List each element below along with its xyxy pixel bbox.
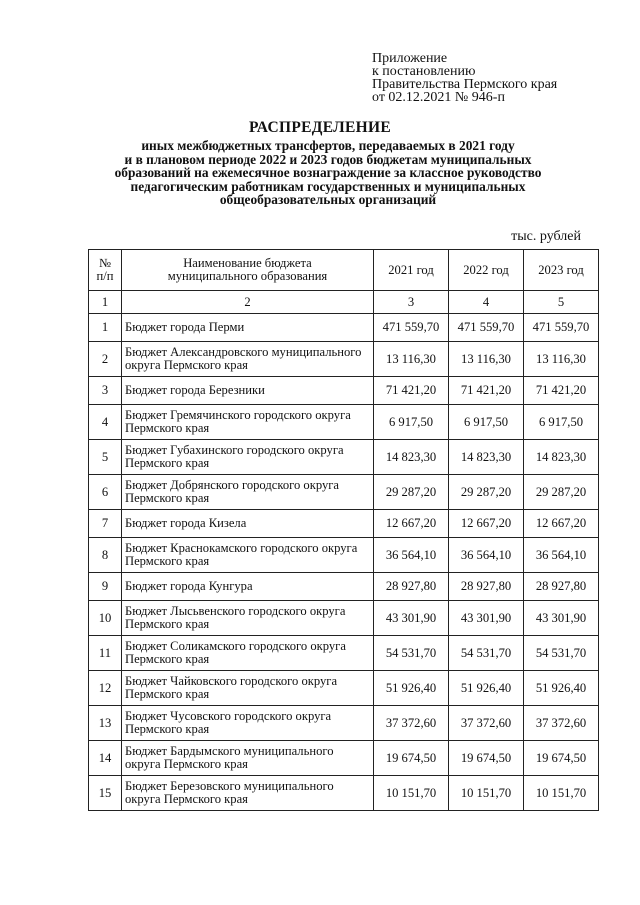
budget-name: Бюджет Гремячинского городского округа Пермского края: [122, 405, 374, 440]
table-row: [89, 342, 599, 377]
value-2021: 14 823,30: [374, 440, 449, 475]
column-index: 2: [122, 291, 374, 314]
row-number: 8: [89, 538, 122, 573]
value-2023: 471 559,70: [524, 314, 599, 342]
value-2023: 13 116,30: [524, 342, 599, 377]
value-2021: 6 917,50: [374, 405, 449, 440]
table-row: [89, 440, 599, 475]
budget-name: Бюджет города Кунгура: [122, 573, 374, 601]
header-name: [122, 250, 374, 291]
table-row: [89, 510, 599, 538]
value-2021: 10 151,70: [374, 776, 449, 811]
value-2021: 28 927,80: [374, 573, 449, 601]
value-2022: 71 421,20: [449, 377, 524, 405]
value-2022: 6 917,50: [449, 405, 524, 440]
appendix-line: от 02.12.2021 № 946-п: [372, 90, 505, 105]
value-2023: 6 917,50: [524, 405, 599, 440]
value-2021: 71 421,20: [374, 377, 449, 405]
budget-name: Бюджет Лысьвенского городского округа Пермского края: [122, 601, 374, 636]
appendix-line: Правительства Пермского края: [372, 77, 558, 92]
value-2022: 29 287,20: [449, 475, 524, 510]
row-number: 4: [89, 405, 122, 440]
value-2022: 12 667,20: [449, 510, 524, 538]
value-2021: 13 116,30: [374, 342, 449, 377]
header-number-line: п/п: [96, 269, 114, 283]
budget-name: Бюджет Березовского муниципального округа Пермского края: [122, 776, 374, 811]
row-number: 3: [89, 377, 122, 405]
subtitle-line: иных межбюджетных трансфертов, передаваемых в 2021 году: [141, 138, 515, 153]
value-2023: 43 301,90: [524, 601, 599, 636]
header-2022: 2022 год: [449, 250, 524, 291]
table-row: [89, 776, 599, 811]
value-2022: 14 823,30: [449, 440, 524, 475]
table-row: [89, 573, 599, 601]
table-row: [89, 538, 599, 573]
value-2022: 37 372,60: [449, 706, 524, 741]
budget-name: Бюджет города Березники: [122, 377, 374, 405]
value-2022: 54 531,70: [449, 636, 524, 671]
units-label: тыс. рублей: [511, 229, 581, 244]
budget-name: Бюджет Бардымского муниципального округа Пермского края: [122, 741, 374, 776]
value-2023: 10 151,70: [524, 776, 599, 811]
table-row: [89, 636, 599, 671]
budget-name: Бюджет Чусовского городского округа Пермского края: [122, 706, 374, 741]
table-row: [89, 405, 599, 440]
table-row: [89, 706, 599, 741]
value-2022: 28 927,80: [449, 573, 524, 601]
table-row: [89, 671, 599, 706]
column-index: 4: [449, 291, 524, 314]
value-2023: 51 926,40: [524, 671, 599, 706]
row-number: 1: [89, 314, 122, 342]
subtitle-line: общеобразовательных организаций: [219, 192, 437, 207]
row-number: 9: [89, 573, 122, 601]
value-2023: 14 823,30: [524, 440, 599, 475]
budget-name: Бюджет города Перми: [122, 314, 374, 342]
row-number: 5: [89, 440, 122, 475]
header-number: [89, 250, 122, 291]
appendix-line: Приложение: [372, 51, 448, 66]
row-number: 11: [89, 636, 122, 671]
value-2021: 43 301,90: [374, 601, 449, 636]
value-2021: 37 372,60: [374, 706, 449, 741]
budget-name: Бюджет Добрянского городского округа Пермского края: [122, 475, 374, 510]
value-2021: 51 926,40: [374, 671, 449, 706]
value-2021: 29 287,20: [374, 475, 449, 510]
appendix-line: к постановлению: [372, 64, 476, 79]
row-number: 15: [89, 776, 122, 811]
row-number: 10: [89, 601, 122, 636]
budget-name: Бюджет города Кизела: [122, 510, 374, 538]
value-2023: 19 674,50: [524, 741, 599, 776]
row-number: 7: [89, 510, 122, 538]
value-2022: 471 559,70: [449, 314, 524, 342]
document-subtitle: [78, 139, 578, 207]
value-2021: 36 564,10: [374, 538, 449, 573]
row-number: 2: [89, 342, 122, 377]
value-2022: 51 926,40: [449, 671, 524, 706]
header-name-line: Наименование бюджета: [183, 256, 312, 270]
value-2022: 43 301,90: [449, 601, 524, 636]
budget-name: Бюджет Александровского муниципального округа Пермского края: [122, 342, 374, 377]
row-number: 12: [89, 671, 122, 706]
distribution-table: [88, 249, 599, 811]
value-2022: 19 674,50: [449, 741, 524, 776]
value-2021: 54 531,70: [374, 636, 449, 671]
subtitle-line: образований на ежемесячное вознаграждение за классное руководство: [114, 165, 542, 180]
value-2021: 471 559,70: [374, 314, 449, 342]
value-2023: 29 287,20: [524, 475, 599, 510]
header-2021: 2021 год: [374, 250, 449, 291]
value-2021: 19 674,50: [374, 741, 449, 776]
value-2023: 28 927,80: [524, 573, 599, 601]
value-2023: 37 372,60: [524, 706, 599, 741]
row-number: 14: [89, 741, 122, 776]
budget-name: Бюджет Краснокамского городского округа Пермского края: [122, 538, 374, 573]
document-title: РАСПРЕДЕЛЕНИЕ: [249, 119, 391, 136]
header-name-line: муниципального образования: [167, 269, 328, 283]
budget-name: Бюджет Чайковского городского округа Пермского края: [122, 671, 374, 706]
appendix-block: [372, 52, 602, 104]
table-row: [89, 314, 599, 342]
header-2023: 2023 год: [524, 250, 599, 291]
value-2022: 36 564,10: [449, 538, 524, 573]
value-2023: 36 564,10: [524, 538, 599, 573]
value-2021: 12 667,20: [374, 510, 449, 538]
column-index-row: [89, 291, 599, 314]
value-2023: 54 531,70: [524, 636, 599, 671]
budget-name: Бюджет Губахинского городского округа Пермского края: [122, 440, 374, 475]
table-row: [89, 741, 599, 776]
table-header-row: [89, 250, 599, 291]
table-row: [89, 475, 599, 510]
column-index: 1: [89, 291, 122, 314]
budget-name: Бюджет Соликамского городского округа Пермского края: [122, 636, 374, 671]
value-2022: 13 116,30: [449, 342, 524, 377]
value-2022: 10 151,70: [449, 776, 524, 811]
column-index: 5: [524, 291, 599, 314]
header-number-line: №: [98, 256, 112, 270]
table-row: [89, 377, 599, 405]
row-number: 13: [89, 706, 122, 741]
table-row: [89, 601, 599, 636]
column-index: 3: [374, 291, 449, 314]
value-2023: 12 667,20: [524, 510, 599, 538]
subtitle-line: и в плановом периоде 2022 и 2023 годов бюджетам муниципальных: [124, 151, 532, 167]
row-number: 6: [89, 475, 122, 510]
value-2023: 71 421,20: [524, 377, 599, 405]
subtitle-line: педагогическим работникам государственных и муниципальных: [130, 178, 526, 194]
